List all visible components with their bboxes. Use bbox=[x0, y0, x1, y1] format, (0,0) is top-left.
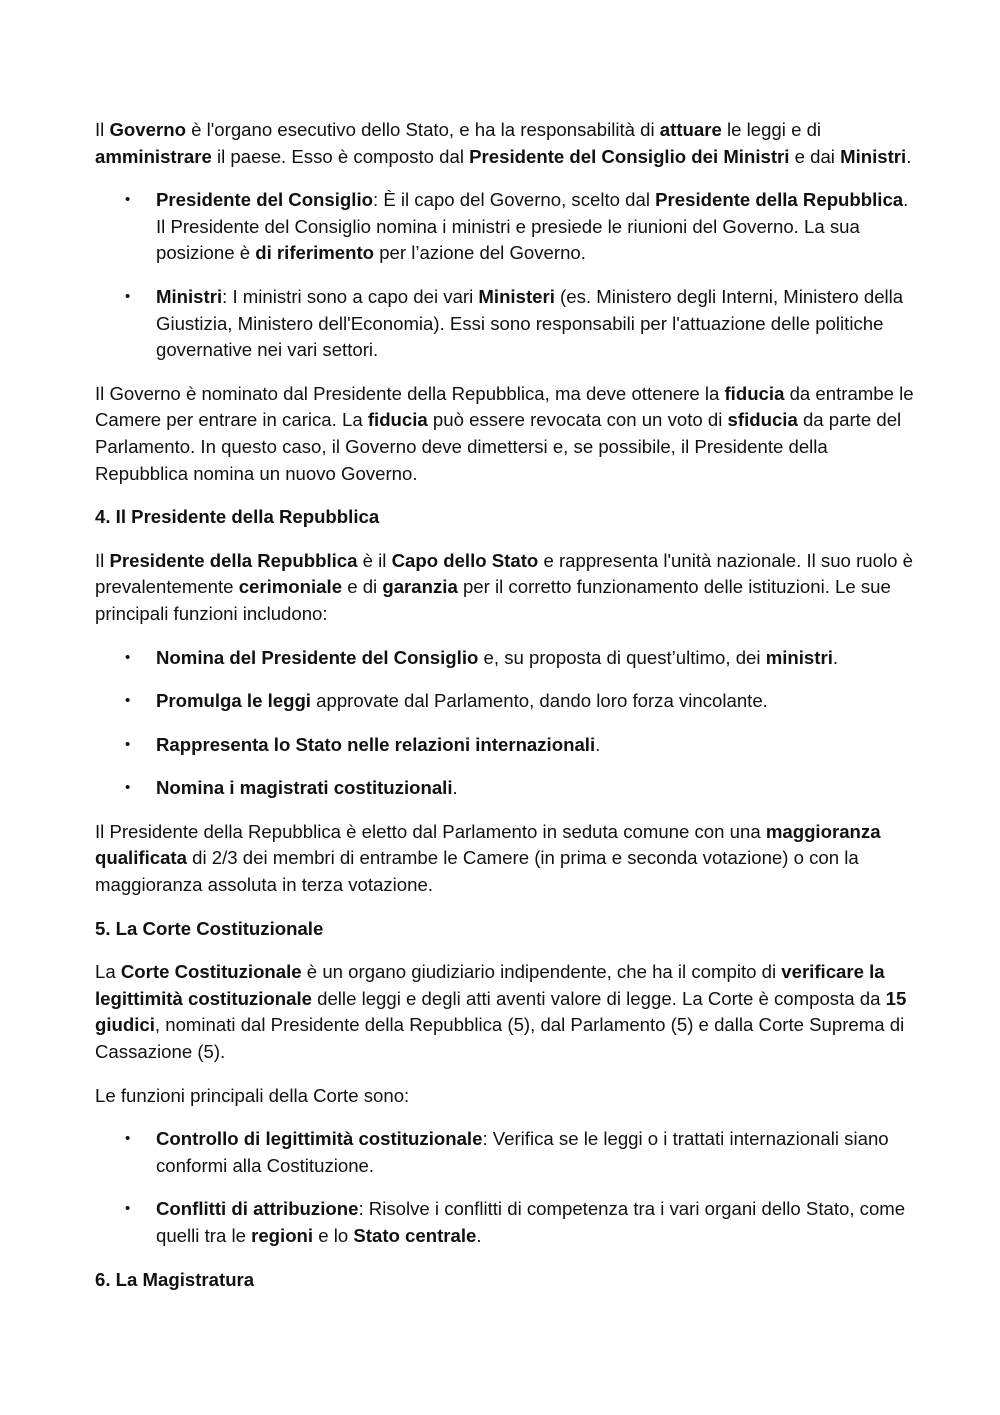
text-run-bold: Stato centrale bbox=[353, 1225, 477, 1246]
text-run-bold: cerimoniale bbox=[238, 576, 343, 598]
text-run: è un organo giudiziario indipendente, che ha il compito di bbox=[301, 961, 782, 983]
text-run: . bbox=[832, 646, 839, 668]
text-run: approvate dal Parlamento, dando loro forza vincolante. bbox=[310, 690, 768, 712]
text-run-bold: regioni bbox=[251, 1225, 314, 1246]
text-run-bold: Presidente della Repubblica bbox=[655, 189, 904, 211]
paragraph-elezione bbox=[95, 819, 915, 899]
section-heading-magistratura: 6. La Magistratura bbox=[95, 1268, 255, 1290]
text-run: le leggi e di bbox=[721, 119, 822, 140]
text-run: da parte del Parlamento. In questo caso, il Governo deve dimettersi e, se possibile, il Presidente della Repubblica nomina un nuovo Governo. bbox=[95, 409, 902, 484]
paragraph-presidente bbox=[95, 548, 915, 628]
text-run: per il corretto funzionamento delle istituzioni. Le sue principali funzioni includono: bbox=[95, 576, 891, 624]
text-run: . bbox=[476, 1225, 482, 1246]
bullet-list-funzioni-presidente bbox=[95, 645, 915, 802]
text-run-bold: fiducia bbox=[724, 382, 785, 404]
text-run: . bbox=[906, 145, 912, 167]
text-run-bold: di riferimento bbox=[255, 242, 375, 264]
list-item bbox=[95, 1126, 915, 1179]
list-item bbox=[95, 1196, 915, 1249]
text-run: Il bbox=[95, 549, 110, 571]
list-item bbox=[95, 775, 915, 802]
text-run-bold: Conflitti di attribuzione bbox=[156, 1198, 359, 1220]
section-heading-presidente: 4. Il Presidente della Repubblica bbox=[95, 506, 380, 528]
text-run: : I ministri sono a capo dei vari bbox=[222, 285, 479, 307]
text-run: e di bbox=[342, 576, 383, 598]
text-run: di 2/3 dei membri di entrambe le Camere (in prima e seconda votazione) o con la maggioranza assoluta in terza votazione. bbox=[95, 847, 859, 896]
text-run: delle leggi e degli atti aventi valore di legge. La Corte è composta da bbox=[311, 987, 886, 1009]
text-run: : È il capo del Governo, scelto dal bbox=[372, 189, 656, 211]
text-run: e rappresenta l'unità nazionale. Il suo ruolo è prevalentemente bbox=[95, 549, 913, 598]
paragraph-fiducia bbox=[95, 381, 915, 487]
text-run: Il bbox=[95, 119, 110, 140]
text-run-bold: Ministri bbox=[840, 145, 907, 167]
list-item bbox=[95, 688, 915, 715]
text-run-bold: Corte Costituzionale bbox=[120, 961, 302, 983]
text-run: può essere revocata con un voto di bbox=[427, 409, 728, 431]
text-run-bold: Presidente del Consiglio dei Ministri bbox=[469, 145, 790, 167]
text-run-bold: Governo bbox=[109, 119, 186, 140]
text-run-bold: garanzia bbox=[382, 576, 458, 598]
text-run-bold: Ministeri bbox=[478, 285, 555, 307]
text-run: . bbox=[452, 777, 458, 799]
text-run: . Il Presidente del Consiglio nomina i ministri e presiede le riunioni del Governo. La sua posizione è bbox=[156, 189, 909, 264]
text-run: da entrambe le Camere per entrare in carica. La bbox=[95, 382, 914, 431]
text-run-bold: Presidente della Repubblica bbox=[109, 549, 358, 571]
text-run: il paese. Esso è composto dal bbox=[211, 145, 470, 167]
text-run: , nominati dal Presidente della Repubblica (5), dal Parlamento (5) e dalla Corte Suprema di Cassazione (5). bbox=[95, 1014, 905, 1063]
list-item bbox=[95, 187, 915, 267]
text-run-bold: attuare bbox=[659, 119, 722, 140]
text-run: Le funzioni principali della Corte sono: bbox=[95, 1084, 410, 1106]
text-run-bold: Promulga le leggi bbox=[156, 690, 311, 712]
paragraph-governo bbox=[95, 117, 915, 170]
text-run-bold: Controllo di legittimità costituzionale bbox=[156, 1128, 483, 1150]
text-run-bold: ministri bbox=[765, 646, 833, 668]
text-run-bold: maggioranza qualificata bbox=[95, 820, 881, 869]
list-item bbox=[95, 284, 915, 364]
text-run-bold: Nomina del Presidente del Consiglio bbox=[156, 646, 479, 668]
text-run: : Verifica se le leggi o i trattati internazionali siano conformi alla Costituzione. bbox=[156, 1128, 889, 1176]
paragraph-corte bbox=[95, 959, 915, 1065]
text-run: . bbox=[595, 733, 601, 755]
text-run-bold: Rappresenta lo Stato nelle relazioni internazionali bbox=[156, 733, 596, 755]
text-run-bold: Nomina i magistrati costituzionali bbox=[156, 777, 453, 799]
text-run-bold: sfiducia bbox=[727, 409, 798, 431]
text-run: (es. Ministero degli Interni, Ministero della Giustizia, Ministero dell'Economia). Essi sono responsabili per l'attuazione delle politiche governative nei vari settori. bbox=[156, 285, 904, 361]
list-item bbox=[95, 732, 915, 759]
text-run-bold: 15 giudici bbox=[95, 987, 907, 1036]
text-run: : Risolve i conflitti di competenza tra i vari organi dello Stato, come quelli tra le bbox=[156, 1198, 906, 1246]
document-page bbox=[95, 117, 915, 1293]
bullet-list-governo bbox=[95, 187, 915, 364]
text-run-bold: Capo dello Stato bbox=[391, 549, 539, 571]
bullet-list-funzioni-corte bbox=[95, 1126, 915, 1249]
text-run: e lo bbox=[313, 1225, 354, 1246]
text-run: è l'organo esecutivo dello Stato, e ha la responsabilità di bbox=[185, 119, 660, 140]
paragraph-funzioni-corte bbox=[95, 1083, 915, 1110]
text-run: La bbox=[95, 961, 121, 983]
text-run-bold: fiducia bbox=[367, 409, 428, 431]
text-run-bold: Presidente del Consiglio bbox=[156, 189, 373, 211]
text-run-bold: amministrare bbox=[95, 145, 212, 167]
text-run: Il Presidente della Repubblica è eletto dal Parlamento in seduta comune con una bbox=[95, 820, 766, 842]
text-run: e dai bbox=[789, 145, 841, 167]
text-run: Il Governo è nominato dal Presidente della Repubblica, ma deve ottenere la bbox=[95, 382, 725, 404]
text-run: e, su proposta di quest’ultimo, dei bbox=[478, 646, 766, 668]
text-run-bold: Ministri bbox=[156, 285, 223, 307]
text-run-bold: verificare la legittimità costituzionale bbox=[95, 961, 885, 1009]
text-run: per l’azione del Governo. bbox=[374, 242, 586, 264]
text-run: è il bbox=[357, 549, 392, 571]
list-item bbox=[95, 645, 915, 672]
section-heading-corte: 5. La Corte Costituzionale bbox=[95, 917, 324, 939]
